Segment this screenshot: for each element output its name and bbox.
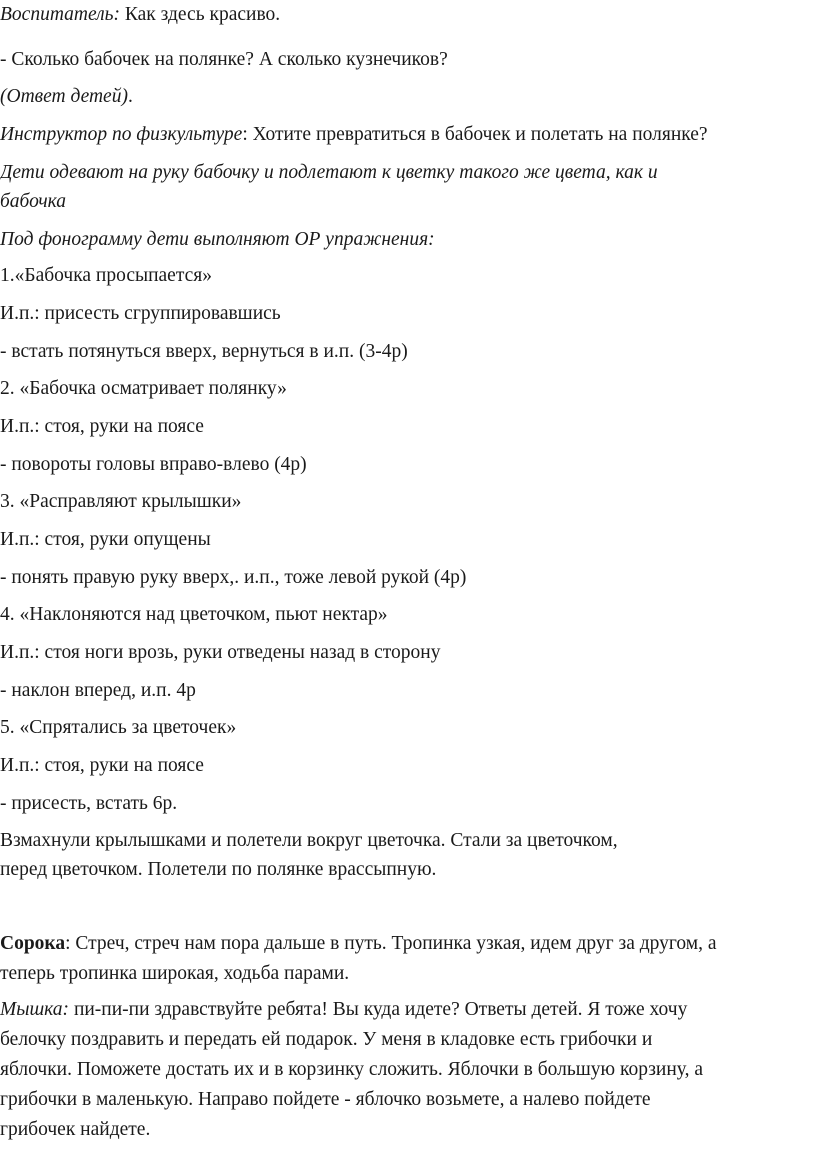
exercise-4-action: - наклон вперед, и.п. 4р	[0, 680, 196, 701]
exercise-5-start: И.п.: стоя, руки на поясе	[0, 755, 204, 776]
exercise-2-action: - повороты головы вправо-влево (4р)	[0, 454, 307, 475]
paragraph-mouse	[0, 996, 687, 1024]
children-answer-period: .	[127, 86, 133, 107]
speaker-instructor: Инструктор по физкультуре	[0, 124, 243, 145]
mouse-text-line-5: грибочек найдете.	[0, 1119, 151, 1140]
exercise-1-title: 1.«Бабочка просыпается»	[0, 265, 212, 286]
magpie-text-line-1: : Стреч, стреч нам пора дальше в путь. Тропинка узкая, идем друг за другом, а	[65, 933, 717, 954]
exercise-3-action: - понять правую руку вверх,. и.п., тоже левой рукой (4р)	[0, 567, 467, 588]
exercise-5-action: - присесть, встать 6р.	[0, 793, 178, 814]
flight-paragraph-line-2: перед цветочком. Полетели по полянке врассыпную.	[0, 859, 437, 880]
mouse-text-line-3: яблочки. Поможете достать их и в корзинку сложить. Яблочки в большую корзину, а	[0, 1059, 703, 1080]
educator-text: Как здесь красиво.	[120, 4, 281, 25]
exercise-2-title: 2. «Бабочка осматривает полянку»	[0, 378, 287, 399]
exercise-3-title: 3. «Расправляют крылышки»	[0, 491, 242, 512]
paragraph-educator	[0, 1, 280, 29]
exercise-3-start: И.п.: стоя, руки опущены	[0, 529, 211, 550]
exercise-intro: Под фонограмму дети выполняют ОР упражнения:	[0, 229, 435, 250]
paragraph-children-answer	[0, 83, 133, 111]
exercise-1-action: - встать потянуться вверх, вернуться в и.п. (3-4р)	[0, 341, 408, 362]
flight-paragraph-line-1: Взмахнули крылышками и полетели вокруг цветочка. Стали за цветочком,	[0, 830, 618, 851]
speaker-mouse: Мышка:	[0, 999, 70, 1020]
paragraph-magpie	[0, 930, 717, 958]
paragraph-question: - Сколько бабочек на полянке? А сколько кузнечиков?	[0, 49, 448, 70]
mouse-text-line-2: белочку поздравить и передать ей подарок. У меня в кладовке есть грибочки и	[0, 1029, 653, 1050]
paragraph-instructor	[0, 121, 708, 149]
speaker-magpie: Сорока	[0, 933, 66, 954]
exercise-1-start: И.п.: присесть сгруппировавшись	[0, 303, 281, 324]
mouse-text-line-1: пи-пи-пи здравствуйте ребята! Вы куда идете? Ответы детей. Я тоже хочу	[69, 999, 688, 1020]
speaker-educator: Воспитатель:	[0, 4, 121, 25]
exercise-4-title: 4. «Наклоняются над цветочком, пьют нектар»	[0, 604, 388, 625]
stage-direction-line-1: Дети одевают на руку бабочку и подлетают к цветку такого же цвета, как и	[0, 162, 658, 183]
stage-direction-line-2: бабочка	[0, 191, 67, 212]
children-answer-text: (Ответ детей)	[0, 86, 128, 107]
exercise-2-start: И.п.: стоя, руки на поясе	[0, 416, 204, 437]
exercise-4-start: И.п.: стоя ноги врозь, руки отведены назад в сторону	[0, 642, 441, 663]
mouse-text-line-4: грибочки в маленькую. Направо пойдете - яблочко возьмете, а налево пойдете	[0, 1089, 651, 1110]
exercise-5-title: 5. «Спрятались за цветочек»	[0, 717, 237, 738]
magpie-text-line-2: теперь тропинка широкая, ходьба парами.	[0, 963, 350, 984]
instructor-text: : Хотите превратиться в бабочек и полетать на полянке?	[242, 124, 708, 145]
